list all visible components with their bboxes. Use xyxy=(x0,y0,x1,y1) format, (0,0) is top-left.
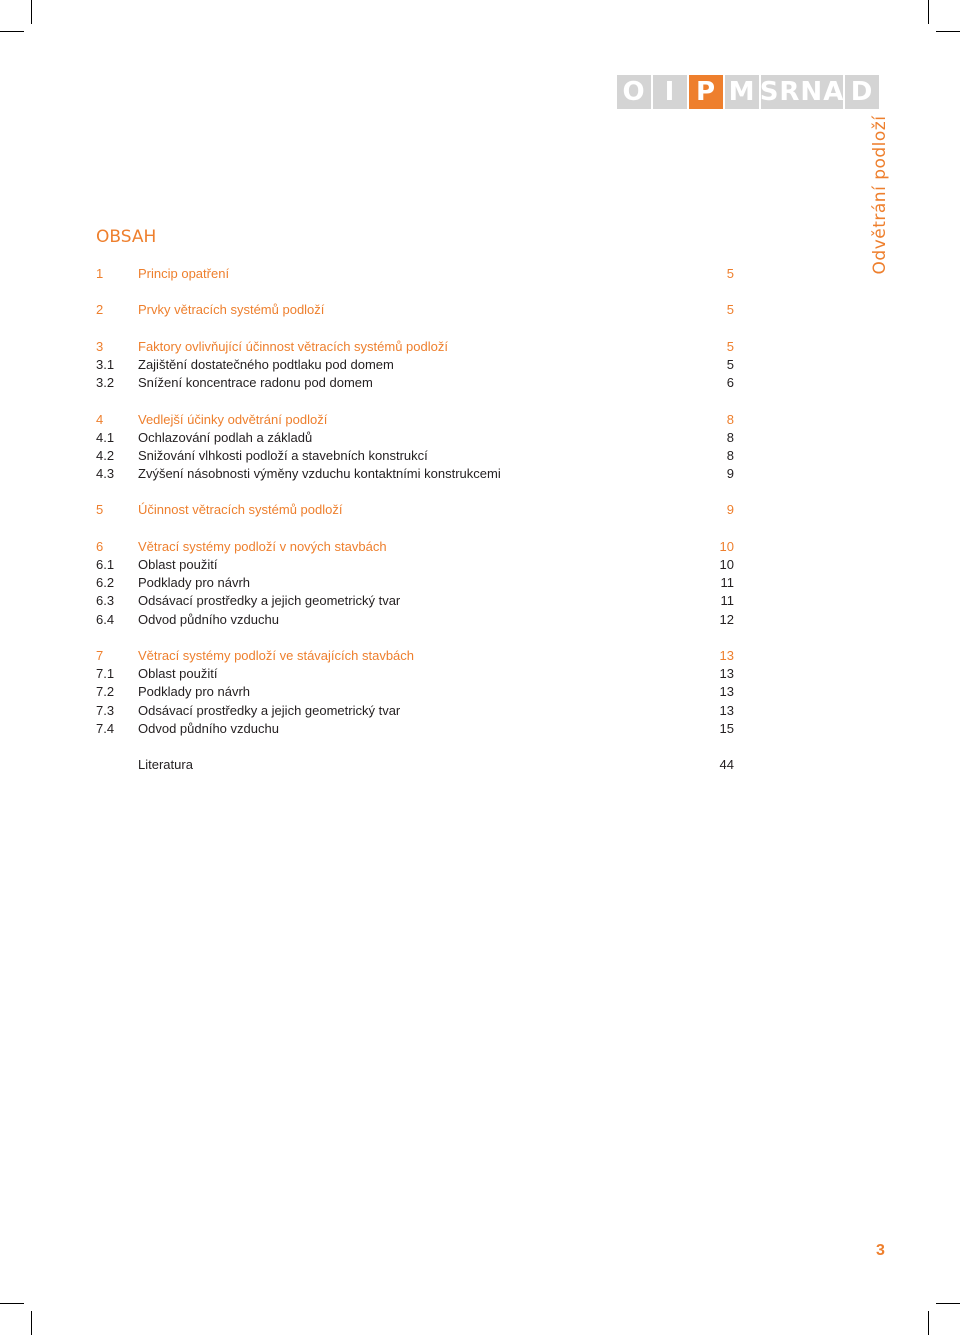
toc-page: 5 xyxy=(726,302,734,318)
toc-title: Oblast použití xyxy=(138,557,218,572)
toc-page: 8 xyxy=(726,429,734,445)
toc-title: Zajištění dostatečného podtlaku pod domem xyxy=(138,356,394,372)
toc-title: Účinnost větracích systémů podloží xyxy=(138,502,343,518)
crop-mark xyxy=(0,1303,24,1304)
toc-entry-4-1[interactable] xyxy=(96,429,736,447)
toc-title: Podklady pro návrh xyxy=(138,575,251,591)
brand-logo xyxy=(617,75,879,109)
toc-entry-3-2[interactable] xyxy=(96,374,736,392)
toc-page: 13 xyxy=(719,702,734,718)
toc-title: Snížení koncentrace radonu pod domem xyxy=(138,375,373,391)
logo-cell-accent: P xyxy=(689,75,723,109)
toc-page: 44 xyxy=(719,757,734,773)
toc-page: 9 xyxy=(726,466,734,482)
toc-entry-3-1[interactable] xyxy=(96,356,736,374)
toc-number: 3 xyxy=(96,338,104,354)
toc-entry-4-3[interactable] xyxy=(96,465,736,483)
toc-number: 4.1 xyxy=(96,429,115,445)
toc-title: Vedlejší účinky odvětrání podloží xyxy=(138,411,328,427)
toc-page: 8 xyxy=(726,411,734,427)
toc-entry-7-4[interactable] xyxy=(96,720,736,738)
toc-title: Větrací systémy podloží ve stávajících stavbách xyxy=(138,647,415,663)
logo-cell: O xyxy=(617,75,651,109)
toc-number: 5 xyxy=(96,502,104,518)
toc-entry-5[interactable] xyxy=(96,501,736,519)
page-number: 3 xyxy=(876,1242,885,1259)
toc-title: Zvýšení násobnosti výměny vzduchu kontaktními konstrukcemi xyxy=(138,466,501,482)
toc-title: Literatura xyxy=(138,757,193,773)
toc-page: 9 xyxy=(726,502,734,518)
toc-page: 13 xyxy=(719,647,734,663)
toc-title: Podklady pro návrh xyxy=(138,684,251,700)
toc-number: 7.4 xyxy=(96,720,115,736)
toc-entry-2[interactable] xyxy=(96,301,736,319)
logo-cell: I xyxy=(653,75,687,109)
table-of-contents xyxy=(96,265,736,774)
crop-mark xyxy=(31,1311,32,1335)
toc-page: 13 xyxy=(719,684,734,700)
toc-page: 5 xyxy=(726,356,734,372)
toc-page: 13 xyxy=(719,666,734,682)
toc-entry-6[interactable] xyxy=(96,538,736,556)
toc-title: Prvky větracích systémů podloží xyxy=(138,302,325,318)
toc-page: 15 xyxy=(719,720,734,736)
toc-number: 6.1 xyxy=(96,557,115,572)
crop-mark xyxy=(31,0,32,24)
toc-title: Odvod půdního vzduchu xyxy=(138,611,279,627)
toc-number: 7.3 xyxy=(96,702,115,718)
toc-entry-6-1[interactable] xyxy=(96,556,736,574)
toc-entry-7-2[interactable] xyxy=(96,683,736,701)
toc-entry-literature[interactable] xyxy=(96,756,736,774)
toc-number: 6 xyxy=(96,538,104,554)
toc-entry-6-2[interactable] xyxy=(96,574,736,592)
toc-number: 2 xyxy=(96,302,104,318)
toc-title: Snižování vlhkosti podloží a stavebních konstrukcí xyxy=(138,447,428,463)
crop-mark xyxy=(0,31,24,32)
toc-entry-4-2[interactable] xyxy=(96,447,736,465)
toc-page: 11 xyxy=(720,575,734,591)
toc-number: 6.4 xyxy=(96,611,115,627)
toc-page: 8 xyxy=(726,447,734,463)
toc-title: Odsávací prostředky a jejich geometrický tvar xyxy=(138,593,401,609)
crop-mark xyxy=(936,31,960,32)
toc-entry-6-4[interactable] xyxy=(96,611,736,629)
toc-number: 4.2 xyxy=(96,447,115,463)
toc-number: 3.1 xyxy=(96,356,115,372)
toc-title: Odsávací prostředky a jejich geometrický tvar xyxy=(138,702,401,718)
toc-entry-7-1[interactable] xyxy=(96,665,736,683)
toc-page: 11 xyxy=(720,593,734,609)
toc-number: 4 xyxy=(96,411,104,427)
crop-mark xyxy=(936,1303,960,1304)
toc-entry-7[interactable] xyxy=(96,647,736,665)
toc-heading: OBSAH xyxy=(96,227,157,247)
toc-number: 6.2 xyxy=(96,575,115,591)
toc-page: 10 xyxy=(719,538,734,554)
toc-title: Faktory ovlivňující účinnost větracích systémů podloží xyxy=(138,338,448,354)
toc-title: Větrací systémy podloží v nových stavbách xyxy=(138,538,387,554)
toc-number: 7.1 xyxy=(96,666,115,682)
toc-page: 10 xyxy=(719,557,734,572)
toc-page: 12 xyxy=(719,611,734,627)
toc-entry-6-3[interactable] xyxy=(96,592,736,610)
logo-cell: SRNA xyxy=(759,77,845,107)
toc-title: Odvod půdního vzduchu xyxy=(138,720,279,736)
toc-title: Oblast použití xyxy=(138,666,218,682)
toc-page: 6 xyxy=(726,375,734,391)
toc-number: 3.2 xyxy=(96,375,115,391)
toc-entry-4[interactable] xyxy=(96,411,736,429)
toc-entry-7-3[interactable] xyxy=(96,702,736,720)
crop-mark xyxy=(928,1311,929,1335)
logo-cell: M xyxy=(725,75,759,109)
toc-number: 4.3 xyxy=(96,466,115,482)
toc-entry-1[interactable] xyxy=(96,265,736,283)
toc-entry-3[interactable] xyxy=(96,338,736,356)
toc-page: 5 xyxy=(726,266,734,281)
toc-page: 5 xyxy=(726,338,734,354)
toc-number: 1 xyxy=(96,266,104,281)
side-title: Odvětrání podloží xyxy=(870,115,890,275)
toc-number: 6.3 xyxy=(96,593,115,609)
toc-title: Princip opatření xyxy=(138,266,230,281)
toc-title: Ochlazování podlah a základů xyxy=(138,429,313,445)
logo-cell: D xyxy=(845,75,879,109)
crop-mark xyxy=(928,0,929,24)
toc-number: 7 xyxy=(96,647,104,663)
toc-number: 7.2 xyxy=(96,684,115,700)
